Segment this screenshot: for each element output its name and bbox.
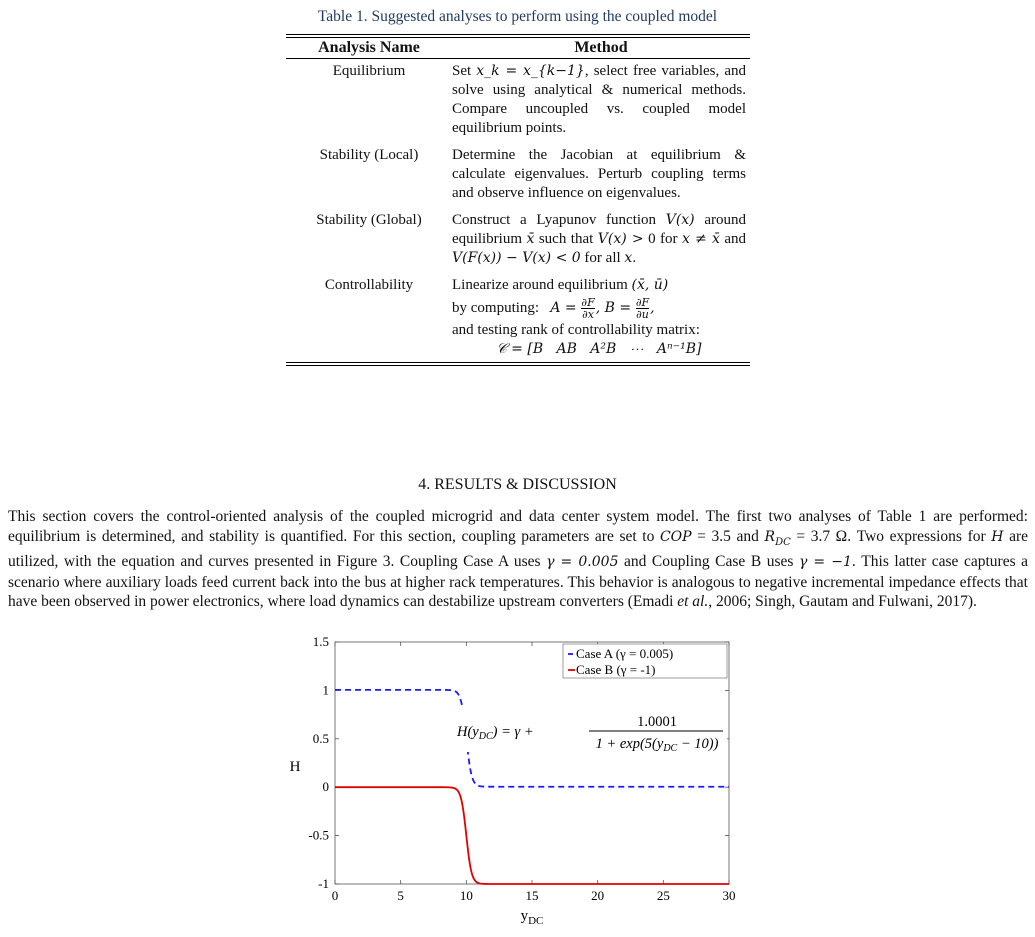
method-math: V(F(x)) − V(x) < 0	[452, 250, 581, 266]
row-method	[452, 62, 750, 138]
paragraph-math: γ = 0.005	[546, 554, 619, 571]
x-tick-label: 20	[591, 888, 605, 903]
row-method: Determine the Jacobian at equilibrium & calculate eigenvalues. Perturb coupling terms and observe influence on eigenvalues.	[452, 147, 746, 201]
method-math: x ≠ x̄	[682, 231, 720, 247]
table-header-rule	[286, 58, 750, 59]
method-text: around equilibrium	[452, 212, 746, 247]
method-math: V(x)	[665, 212, 695, 228]
formula-lhs: $H(y_{DC}) = \gamma$ +	[457, 724, 534, 742]
body-paragraph	[8, 507, 1028, 612]
table-row	[286, 146, 750, 203]
fraction-dfdx	[581, 297, 594, 320]
method-math: x	[624, 250, 633, 266]
method-text: such that	[534, 231, 598, 247]
paragraph-math: R	[764, 528, 776, 545]
legend-label-case-a: Case A (γ = 0.005)	[576, 646, 674, 661]
method-text: , select free variables, and solve using analytical & numerical methods. Compare uncoupled vs. coupled model equilibrium points.	[452, 63, 747, 136]
method-math: ,	[650, 300, 655, 316]
y-tick-label: 1.5	[312, 634, 329, 649]
method-text: Construct a Lyapunov function	[452, 212, 666, 228]
y-tick-label: 0.5	[312, 730, 329, 746]
x-tick-label: 0	[331, 888, 339, 903]
paragraph-text: , 2006; Singh, Gautam and Fulwani, 2017).	[708, 593, 977, 611]
paragraph-text: This section covers the control-oriented analysis of the coupled microgrid and data center system model. The first two analyses of Table 1 are performed: equilibrium is determined, and stability is quantified. For this section, coupling parameters are set to	[8, 508, 1028, 545]
section-heading: 4. RESULTS & DISCUSSION	[418, 476, 617, 493]
table-header-row	[286, 38, 750, 58]
paragraph-text: . This latter case captures a scenario where auxiliary loads feed current back into the bus at higher rack temperatures. This behavior is analogous to negative incremental impedance effects that have been observed in power electronics, where load dynamics can destabilize upstream converters (Emadi	[8, 553, 1029, 611]
formula-denominator: $1 + \exp(5(y_{DC} - 10))$	[595, 736, 719, 754]
method-text: for all	[584, 250, 625, 266]
row-name: Stability (Global)	[316, 212, 422, 228]
table-row	[286, 62, 750, 138]
method-text: Set	[452, 63, 477, 79]
table-row	[286, 276, 750, 359]
formula-numerator: 1.0001	[637, 714, 677, 730]
y-tick-label: 1	[322, 682, 329, 698]
method-text: Linearize around equilibrium	[452, 277, 632, 293]
y-axis-label: H	[289, 759, 301, 775]
paragraph-math: COP	[659, 528, 692, 545]
x-tick-label: 10	[459, 888, 473, 903]
method-text: 0 for	[648, 231, 682, 247]
legend-label-case-b: Case B (γ = -1)	[576, 662, 656, 677]
frac-den: ∂x	[582, 308, 594, 322]
header-analysis-name: Analysis Name	[318, 39, 420, 56]
paragraph-math-sub: DC	[775, 536, 791, 548]
frac-num: ∂F	[635, 296, 650, 310]
x-tick-label: 15	[525, 888, 539, 903]
figure-3	[260, 624, 760, 937]
method-math: A =	[550, 300, 577, 316]
paragraph-text: = 3.7 Ω. Two expressions for	[790, 527, 992, 545]
h-curve-chart	[260, 624, 760, 932]
frac-den: ∂u	[636, 308, 649, 322]
x-tick-label: 25	[656, 888, 670, 903]
table-caption: Table 1. Suggested analyses to perform using the coupled model	[317, 8, 718, 25]
table-bottom-rule	[286, 362, 750, 366]
method-text: .	[632, 250, 637, 266]
row-name: Stability (Local)	[319, 147, 419, 163]
paragraph-text: are utilized, with the equation and curves presented in Figure 3. Coupling Case A uses	[8, 527, 1029, 571]
paragraph-math: H	[991, 528, 1004, 545]
y-tick-label: -0.5	[308, 827, 329, 843]
method-text: by computing:	[452, 300, 543, 316]
method-math: , B =	[595, 300, 632, 316]
method-text: and	[719, 231, 746, 247]
row-method	[452, 211, 750, 268]
method-math: x̄	[526, 231, 535, 247]
row-name: Equilibrium	[332, 63, 406, 79]
x-tick-label: 5	[397, 888, 404, 903]
x-tick-label: 30	[722, 888, 736, 903]
frac-num: ∂F	[581, 296, 595, 310]
row-method	[452, 276, 750, 359]
series-case-b-line	[335, 787, 729, 884]
y-tick-label: -1	[318, 876, 329, 891]
row-name: Controllability	[324, 277, 414, 293]
paragraph-text: = 3.5 and	[691, 527, 765, 545]
method-text: and testing rank of controllability matrix:	[452, 322, 700, 338]
jacobian-line	[452, 295, 746, 321]
header-method: Method	[574, 39, 628, 56]
paragraph-text: and Coupling Case B uses	[618, 553, 799, 571]
method-math: x_k = x_{k−1}	[476, 63, 585, 79]
y-tick-label: 0	[322, 779, 329, 795]
controllability-matrix: 𝒞 = [B AB A²B ⋯ Aⁿ⁻¹B]	[496, 341, 702, 357]
table-row	[286, 211, 750, 268]
paragraph-italic: et al.	[677, 593, 709, 611]
analysis-table	[286, 34, 750, 366]
method-math: V(x) >	[597, 231, 644, 247]
x-axis-label: $y_{DC}$	[520, 908, 544, 927]
method-math: (x̄, ū)	[631, 277, 669, 293]
paragraph-math: γ = −1	[798, 554, 852, 571]
fraction-dfdu	[636, 297, 649, 320]
